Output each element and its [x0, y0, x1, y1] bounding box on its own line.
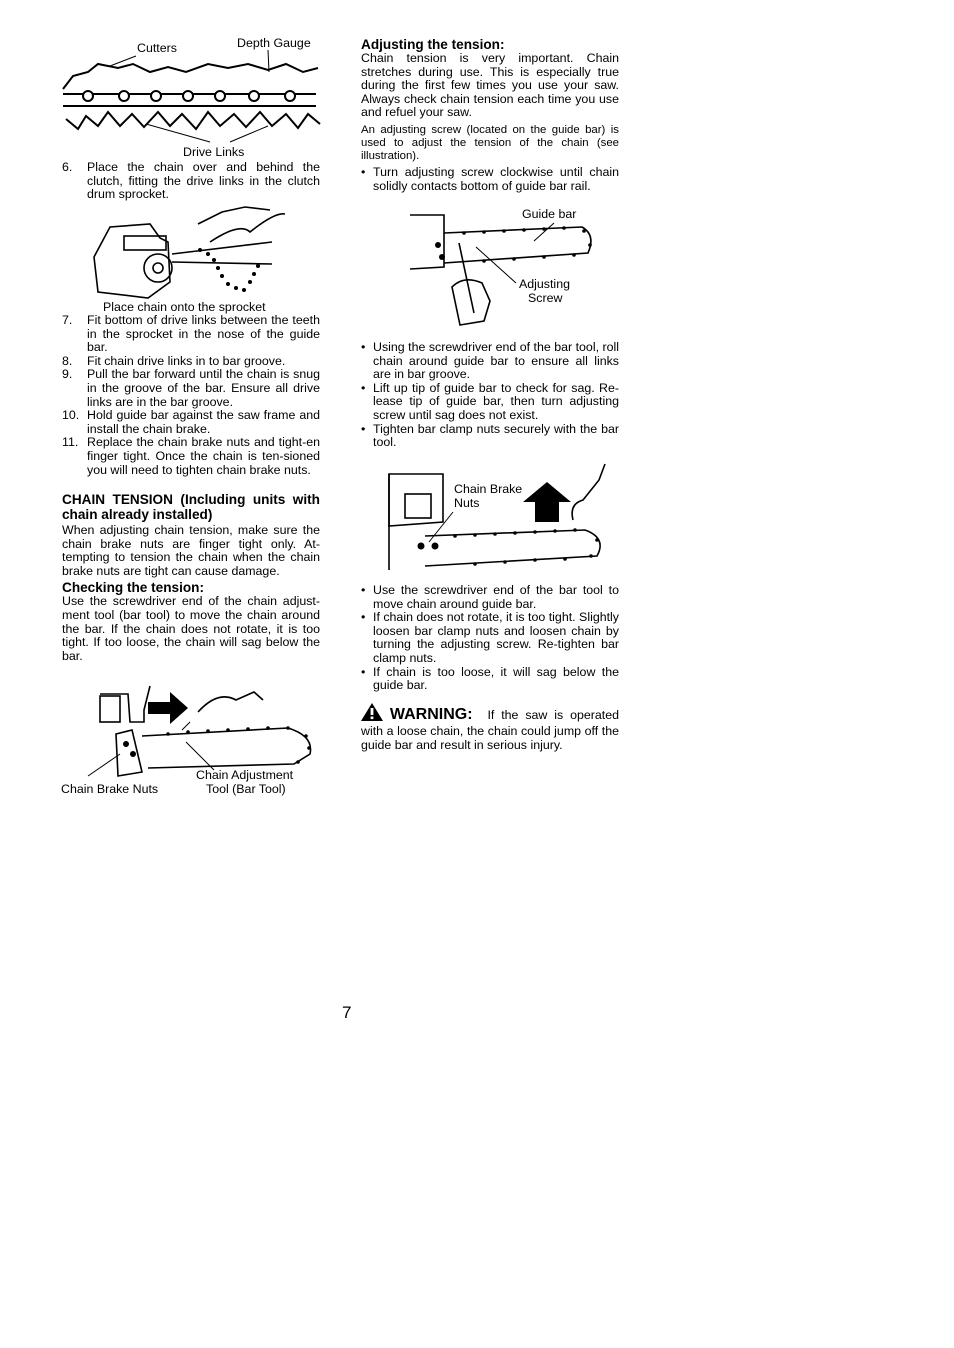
list-item: 6. Place the chain over and behind the clutch, fitting the drive links in the clutch drum sprocket. [62, 160, 320, 202]
drive-links-label: Drive Links [183, 145, 245, 159]
chain-brake-label-1: Chain Brake [454, 482, 523, 496]
sprocket-caption: Place chain onto the sprocket [103, 300, 266, 314]
list-item: • Tighten bar clamp nuts securely with the bar tool. [361, 421, 619, 450]
checking-heading: Checking the tension: [62, 580, 204, 596]
warning-label: WARNING: [389, 706, 473, 723]
list-item: 7. Fit bottom of drive links between the teeth in the sprocket in the nose of the guide bar. [62, 313, 320, 355]
steps-list-b [62, 314, 320, 477]
checking-text: Use the screwdriver end of the chain adjust-ment tool (bar tool) to move the chain around the bar. If the chain does not rotate, it is too tight. If too loose, the chain will sag below the bar. [62, 594, 320, 663]
bar-tool-label-2: Tool (Bar Tool) [206, 782, 286, 796]
list-item: • Lift up tip of guide bar to check for sag. Re-lease tip of guide bar, then turn adjusting screw until sag does not exist. [361, 380, 619, 422]
list-item: • Use the screwdriver end of the bar tool to move chain around guide bar. [361, 583, 619, 611]
adjusting-label-1: Adjusting [519, 277, 570, 291]
chain-tension-section [62, 492, 320, 663]
guide-bar-figure [404, 205, 604, 330]
list-item: • If chain does not rotate, it is too tight. Slightly loosen bar clamp nuts and loosen chain by turning the adjusting screw. Re-tighten bar clamp nuts. [361, 610, 619, 665]
bar-tool-label-1: Chain Adjustment [196, 768, 294, 782]
bullets-2 [361, 341, 619, 450]
bullets-3 [361, 584, 619, 693]
guide-bar-illustration [404, 205, 604, 330]
cutters-label: Cutters [137, 41, 177, 55]
list-item: 8. Fit chain drive links in to bar groove. [62, 353, 286, 368]
sprocket-illustration [90, 202, 290, 302]
adjusting-text-2: An adjusting screw (located on the guide bar) is used to adjust the tension of the chain (see illustration). [361, 123, 619, 162]
warning-text: If the saw is operated with a loose chain, the chain could jump off the guide bar and result in serious injury. [361, 708, 619, 752]
chain-tension-text: When adjusting chain tension, make sure the chain brake nuts are finger tight only. At-tempting to tension the chain when the chain brake nuts are tight can cause damage. [62, 523, 320, 578]
adjusting-section [361, 37, 619, 194]
list-item: • Using the screwdriver end of the bar tool, roll chain around guide bar to ensure all links are in bar groove. [361, 340, 619, 382]
list-item: 11. Replace the chain brake nuts and tight-en finger tight. Once the chain is ten-sioned you will need to tighten chain brake nuts. [62, 435, 320, 477]
chain-brake-figure [385, 460, 613, 575]
sprocket-figure [90, 202, 290, 302]
chain-illustration [58, 34, 323, 162]
list-item: 10. Hold guide bar against the saw frame and install the chain brake. [62, 408, 320, 436]
chain-figure [58, 34, 323, 162]
depth-gauge-label: Depth Gauge [237, 36, 311, 50]
guide-bar-label: Guide bar [522, 207, 577, 221]
warning-icon [361, 703, 383, 724]
chain-brake-illustration [385, 460, 613, 575]
list-item: • Turn adjusting screw clockwise until chain solidly contacts bottom of guide bar rail. [361, 165, 619, 193]
list-item: 9. Pull the bar forward until the chain is snug in the groove of the bar. Ensure all drive links are in the bar groove. [62, 367, 320, 409]
page-number: 7 [342, 1003, 352, 1022]
adjusting-label-2: Screw [528, 291, 563, 305]
steps-list-a [62, 161, 320, 202]
adjusting-text: Chain tension is very important. Chain stretches during use. This is especially true during the first few times you use your saw. Always check chain tension each time you use and refuel your saw. [361, 51, 619, 120]
list-item: • If chain is too loose, it will sag below the guide bar. [361, 664, 619, 693]
chain-tension-heading: CHAIN TENSION (Including units with chain already installed) [62, 492, 320, 522]
brake-nuts-label: Chain Brake Nuts [61, 782, 159, 796]
chain-brake-label-2: Nuts [454, 496, 480, 510]
warning-block [361, 703, 619, 752]
adjusting-heading: Adjusting the tension: [361, 37, 505, 52]
